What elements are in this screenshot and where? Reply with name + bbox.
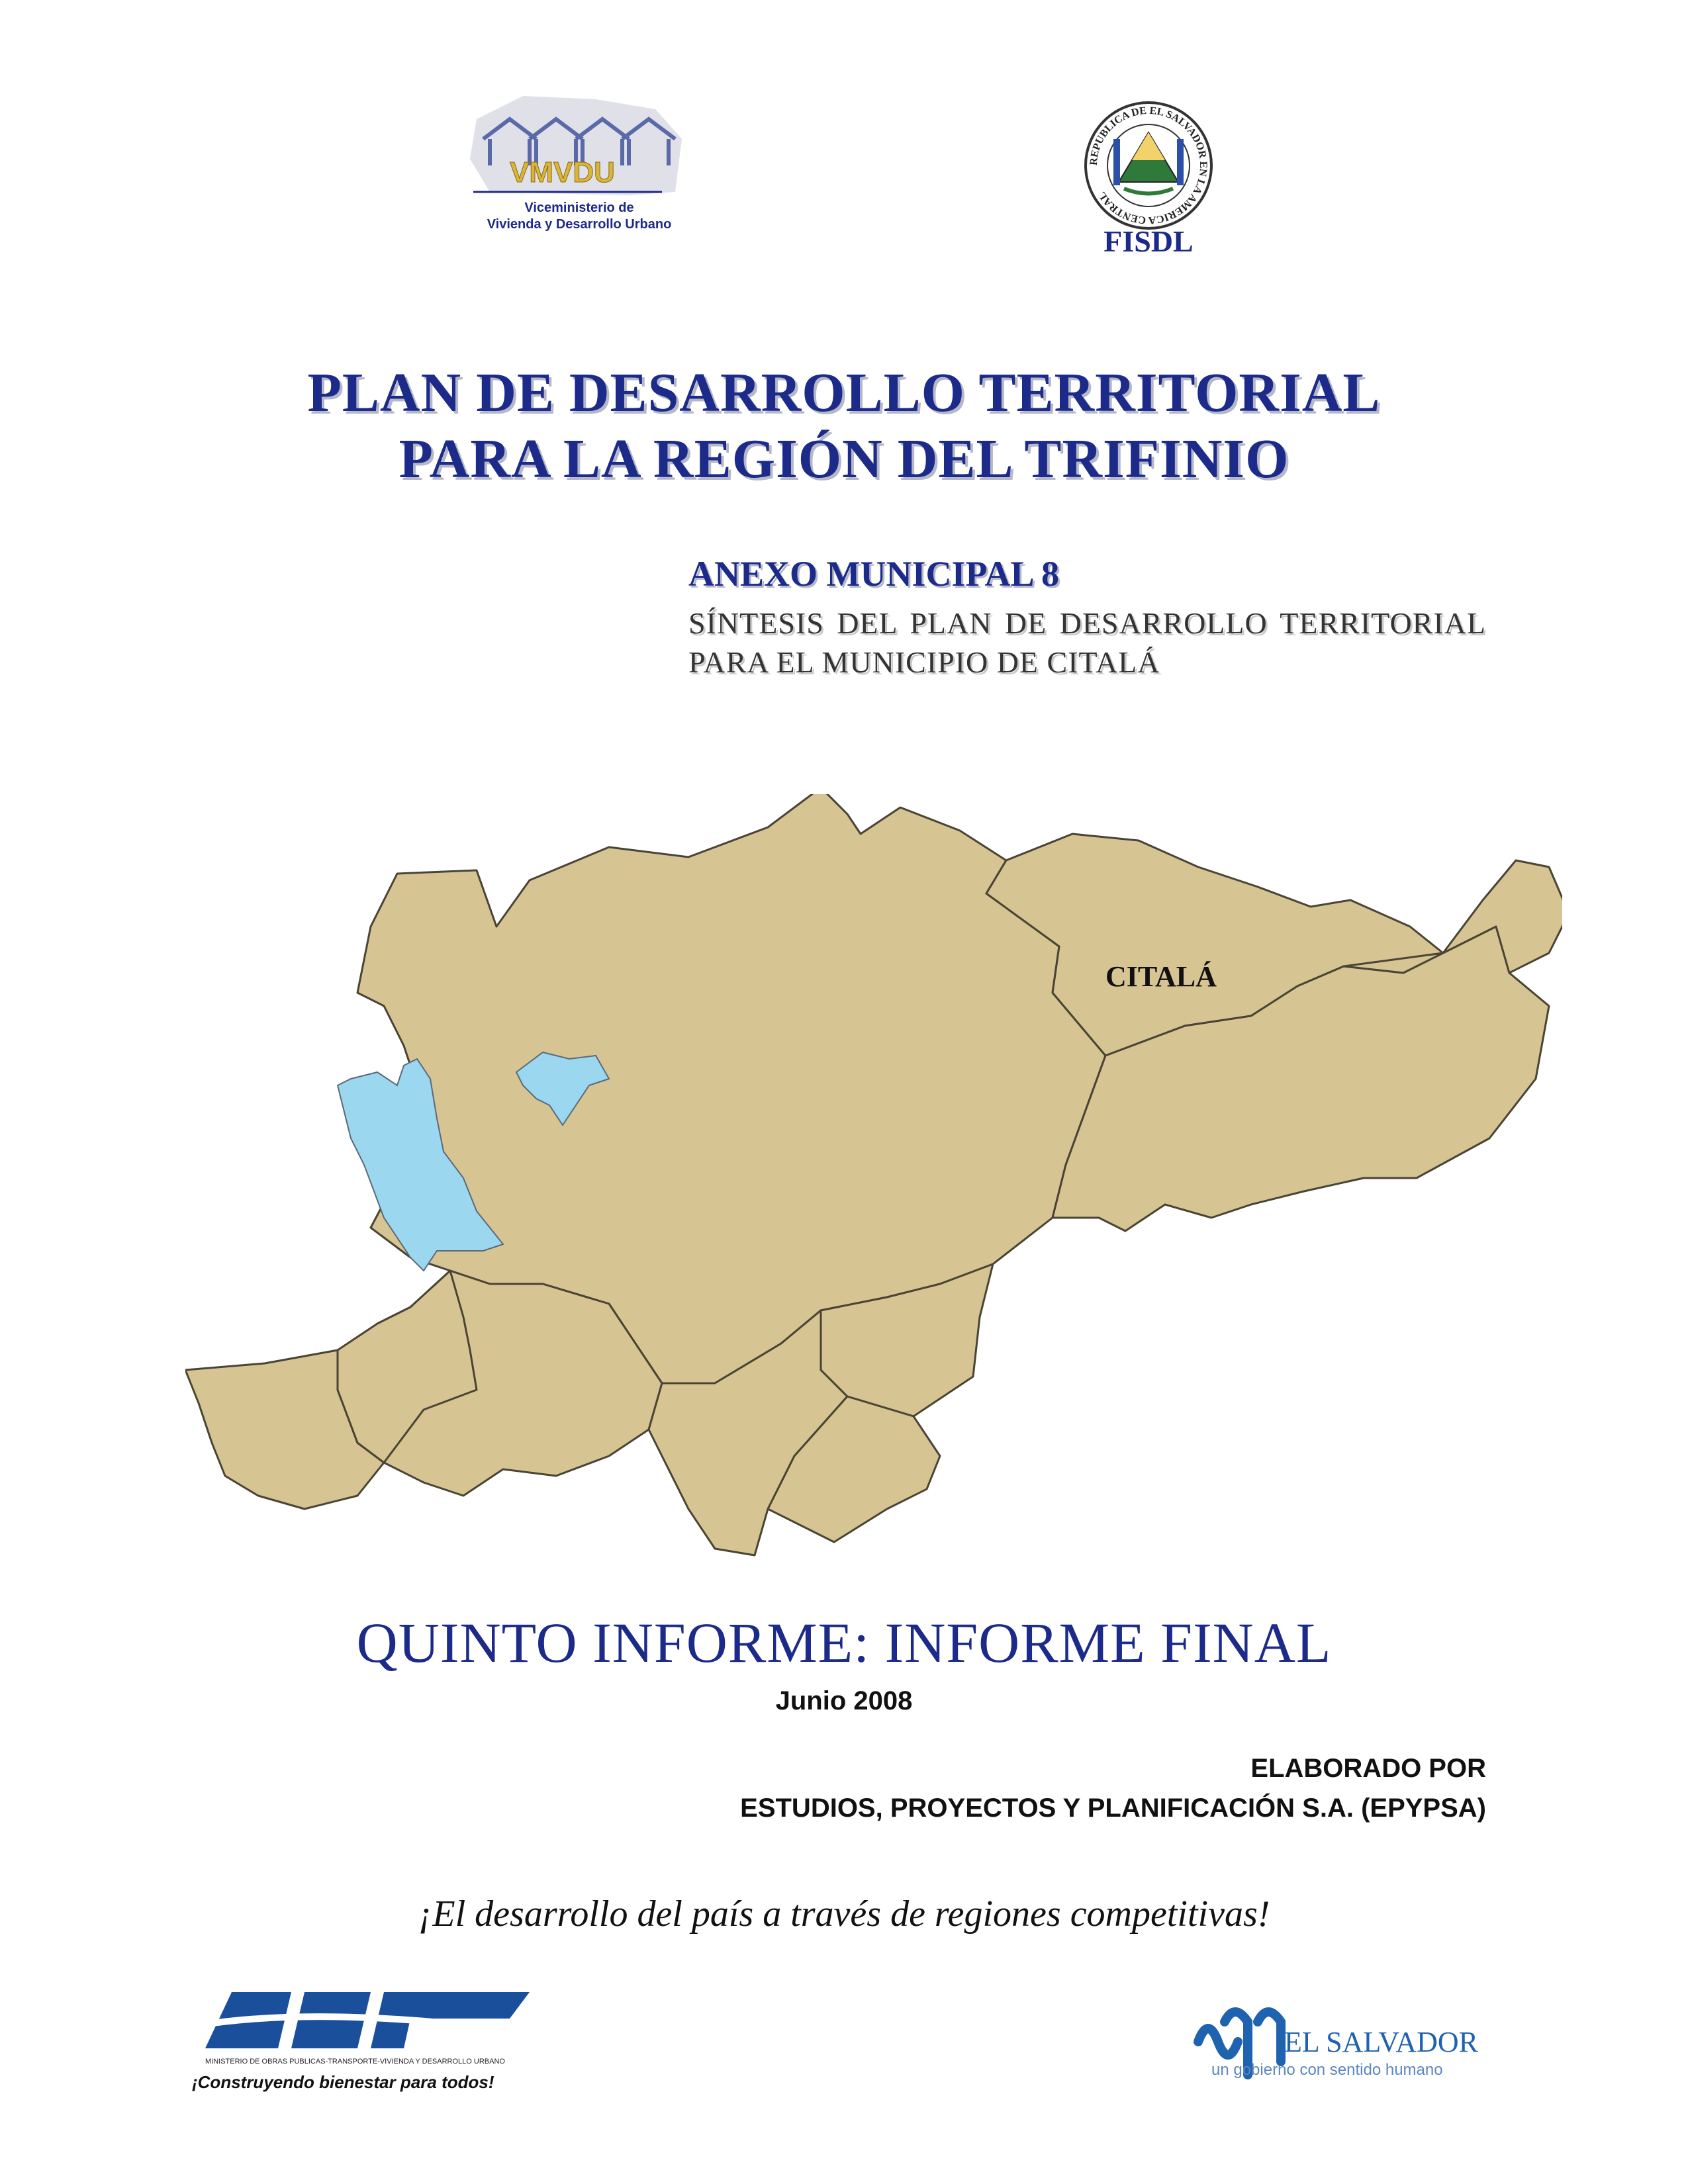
prepared-by-label: ELABORADO POR — [1250, 1754, 1486, 1783]
title-line-1: PLAN DE DESARROLLO TERRITORIAL — [307, 362, 1381, 424]
mop-mark-icon — [199, 1992, 530, 2048]
gob-tagline: un gobierno con sentido humano — [1211, 2061, 1443, 2079]
trifinio-region-map — [185, 794, 1562, 1575]
citala-label: CITALÁ — [1105, 960, 1217, 993]
mop-tagline: ¡Construyendo bienestar para todos! — [192, 2072, 494, 2092]
seal-text: REPUBLICA DE EL SALVADOR EN LA AMERICA CENTRAL — [1088, 105, 1209, 226]
title-line-2: PARA LA REGIÓN DEL TRIFINIO — [399, 428, 1289, 490]
fisdl-logo — [1066, 99, 1231, 258]
mop-logo — [192, 1979, 536, 2098]
slogan: ¡El desarrollo del país a través de regiones competitivas! — [418, 1893, 1270, 1934]
el-salvador-government-logo — [1185, 2002, 1489, 2095]
annex-heading: ANEXO MUNICIPAL 8 — [688, 554, 1060, 594]
vmvdu-logo — [463, 93, 702, 258]
vmvdu-line2: Vivienda y Desarrollo Urbano — [487, 217, 672, 232]
fisdl-label: FISDL — [1103, 224, 1194, 258]
vmvdu-line1: Viceministerio de — [524, 201, 634, 215]
vmvdu-acronym: VMVDU — [510, 156, 615, 189]
report-date: Junio 2008 — [775, 1686, 913, 1715]
annex-description: SÍNTESIS DEL PLAN DE DESARROLLO TERRITORIAL PARA EL MUNICIPIO DE CITALÁ — [688, 606, 1486, 679]
mop-caption: MINISTERIO DE OBRAS PUBLICAS-TRANSPORTE-VIVIENDA Y DESARROLLO URBANO — [205, 2058, 505, 2066]
gob-name: EL SALVADOR — [1284, 2026, 1478, 2058]
report-title: QUINTO INFORME: INFORME FINAL — [356, 1611, 1332, 1674]
prepared-by-company: ESTUDIOS, PROYECTOS Y PLANIFICACIÓN S.A. (EPYPSA) — [740, 1794, 1486, 1823]
